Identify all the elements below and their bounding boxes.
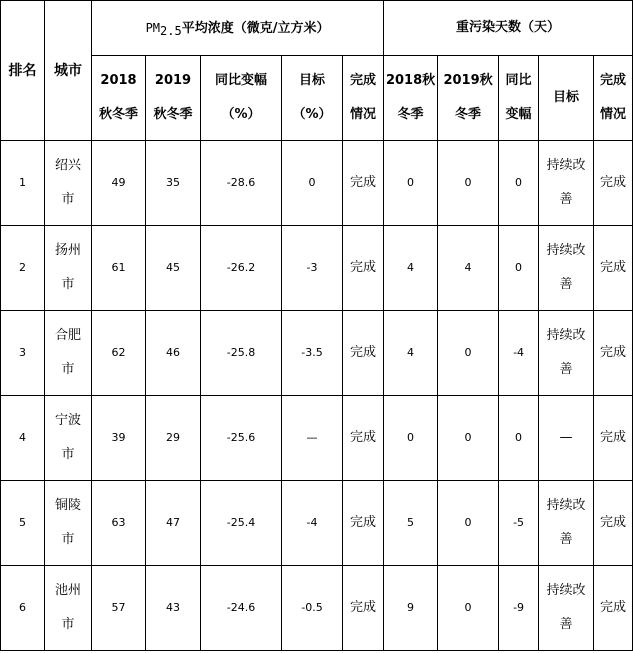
days-change-cell: 0 (499, 396, 539, 481)
table-row (1, 566, 633, 651)
header-pm-target-line2: （%） (292, 107, 332, 122)
header-days-2019-line1: 2019秋 (443, 73, 493, 88)
pm-status-cell: 完成 (343, 141, 384, 226)
days-status-cell: 完成 (594, 396, 633, 481)
header-pm-2019-line2: 秋冬季 (153, 107, 193, 122)
city-line1: 绍兴 (54, 158, 81, 173)
days2018-cell: 9 (384, 566, 438, 651)
days-change-cell: 0 (499, 141, 539, 226)
city-cell (45, 141, 92, 226)
header-days-target: 目标 (539, 56, 594, 141)
city-line2: 市 (61, 447, 75, 462)
city-line2: 市 (61, 277, 75, 292)
header-pm-target-line1: 目标 (298, 73, 325, 88)
days-target-cell (539, 566, 594, 651)
pm-status-cell: 完成 (343, 311, 384, 396)
header-row-columns (1, 56, 633, 141)
pm-status-cell: 完成 (343, 481, 384, 566)
pm-subscript: 2.5 (160, 23, 182, 38)
d_target-line2: 善 (559, 192, 573, 207)
header-days-change (499, 56, 539, 141)
header-pm-status-line2: 情况 (350, 107, 377, 122)
pm2019-cell: 35 (146, 141, 201, 226)
d_target-line2: 善 (559, 362, 573, 377)
days2019-cell: 0 (438, 141, 499, 226)
d_target-line1: 持续改 (546, 243, 586, 258)
pm-prefix: PM (145, 20, 161, 35)
city-cell (45, 566, 92, 651)
days-change-cell: -9 (499, 566, 539, 651)
pm2018-cell: 39 (92, 396, 146, 481)
header-pm-change (201, 56, 282, 141)
pm-status-cell: 完成 (343, 396, 384, 481)
rank-cell: 4 (1, 396, 45, 481)
rank-cell: 1 (1, 141, 45, 226)
city-line1: 宁波 (54, 413, 81, 428)
days-change-cell: -5 (499, 481, 539, 566)
pm-target-cell: -3.5 (282, 311, 343, 396)
header-city: 城市 (45, 1, 92, 141)
header-pm-2018 (92, 56, 146, 141)
header-pm-2019 (146, 56, 201, 141)
header-pm-status-line1: 完成 (350, 73, 377, 88)
pm2018-cell: 57 (92, 566, 146, 651)
city-line1: 合肥 (54, 328, 81, 343)
header-days-status (594, 56, 633, 141)
rank-cell: 2 (1, 226, 45, 311)
city-line2: 市 (61, 532, 75, 547)
city-cell (45, 481, 92, 566)
table-row (1, 141, 633, 226)
days2018-cell: 5 (384, 481, 438, 566)
header-days-status-line1: 完成 (600, 73, 627, 88)
header-days-2018 (384, 56, 438, 141)
days-status-cell: 完成 (594, 141, 633, 226)
header-days-change-line2: 变幅 (505, 107, 532, 122)
pm-change-cell: -25.4 (201, 481, 282, 566)
header-row-group (1, 1, 633, 56)
header-days-2018-line2: 冬季 (397, 107, 424, 122)
pm-status-cell: 完成 (343, 566, 384, 651)
city-line1: 扬州 (54, 243, 81, 258)
header-pm-change-line2: （%） (221, 107, 261, 122)
header-pm-change-line1: 同比变幅 (214, 73, 267, 88)
days2019-cell: 4 (438, 226, 499, 311)
days-status-cell: 完成 (594, 226, 633, 311)
rank-cell: 3 (1, 311, 45, 396)
city-cell (45, 226, 92, 311)
pm-target-cell: — (282, 396, 343, 481)
table-body (1, 141, 633, 651)
header-pm-target (282, 56, 343, 141)
days-target-cell (539, 311, 594, 396)
rank-cell: 6 (1, 566, 45, 651)
header-pm25-group (92, 1, 384, 56)
days2018-cell: 0 (384, 141, 438, 226)
header-pollution-group: 重污染天数（天） (384, 1, 633, 56)
pm2019-cell: 46 (146, 311, 201, 396)
days-target-cell (539, 396, 594, 481)
pm-suffix: 平均浓度（微克/立方米） (181, 20, 330, 36)
d_target-line1: 持续改 (546, 158, 586, 173)
header-days-2019-line2: 冬季 (455, 107, 482, 122)
pm-target-cell: -4 (282, 481, 343, 566)
days2019-cell: 0 (438, 566, 499, 651)
pm-change-cell: -25.6 (201, 396, 282, 481)
pm-change-cell: -28.6 (201, 141, 282, 226)
header-days-change-line1: 同比 (505, 73, 532, 88)
pm2018-cell: 63 (92, 481, 146, 566)
pm-target-cell: -3 (282, 226, 343, 311)
header-days-status-line2: 情况 (600, 107, 627, 122)
pm2019-cell: 43 (146, 566, 201, 651)
pm-target-cell: 0 (282, 141, 343, 226)
header-pm-2019-line1: 2019 (154, 73, 192, 88)
pm-change-cell: -25.8 (201, 311, 282, 396)
pm-target-cell: -0.5 (282, 566, 343, 651)
days-change-cell: 0 (499, 226, 539, 311)
pm-change-cell: -26.2 (201, 226, 282, 311)
pm2018-cell: 49 (92, 141, 146, 226)
header-pm-2018-line2: 秋冬季 (98, 107, 138, 122)
d_target-line2: 善 (559, 617, 573, 632)
days-status-cell: 完成 (594, 566, 633, 651)
table-row (1, 481, 633, 566)
pm-status-cell: 完成 (343, 226, 384, 311)
pm2019-cell: 29 (146, 396, 201, 481)
d_target-line1: — (559, 430, 573, 445)
city-cell (45, 311, 92, 396)
d_target-line1: 持续改 (546, 498, 586, 513)
days2019-cell: 0 (438, 311, 499, 396)
header-pm-status (343, 56, 384, 141)
rank-cell: 5 (1, 481, 45, 566)
city-line2: 市 (61, 362, 75, 377)
d_target-line2: 善 (559, 532, 573, 547)
header-pm-2018-line1: 2018 (100, 73, 137, 88)
city-line1: 池州 (54, 583, 81, 598)
pm-change-cell: -24.6 (201, 566, 282, 651)
d_target-line1: 持续改 (546, 583, 586, 598)
header-days-2018-line1: 2018秋 (385, 73, 436, 88)
days2019-cell: 0 (438, 481, 499, 566)
days-target-cell (539, 481, 594, 566)
city-cell (45, 396, 92, 481)
city-line2: 市 (61, 192, 75, 207)
pm2018-cell: 61 (92, 226, 146, 311)
city-line1: 铜陵 (54, 498, 81, 513)
days2018-cell: 0 (384, 396, 438, 481)
table-row (1, 396, 633, 481)
days2019-cell: 0 (438, 396, 499, 481)
days-status-cell: 完成 (594, 481, 633, 566)
days2018-cell: 4 (384, 226, 438, 311)
city-line2: 市 (61, 617, 75, 632)
header-days-2019 (438, 56, 499, 141)
days-target-cell (539, 226, 594, 311)
d_target-line2: 善 (559, 277, 573, 292)
pm2019-cell: 45 (146, 226, 201, 311)
days-status-cell: 完成 (594, 311, 633, 396)
days-change-cell: -4 (499, 311, 539, 396)
pm2019-cell: 47 (146, 481, 201, 566)
header-rank: 排名 (1, 1, 45, 141)
table-row (1, 311, 633, 396)
days-target-cell (539, 141, 594, 226)
days2018-cell: 4 (384, 311, 438, 396)
pm2018-cell: 62 (92, 311, 146, 396)
d_target-line1: 持续改 (546, 328, 586, 343)
table-row (1, 226, 633, 311)
